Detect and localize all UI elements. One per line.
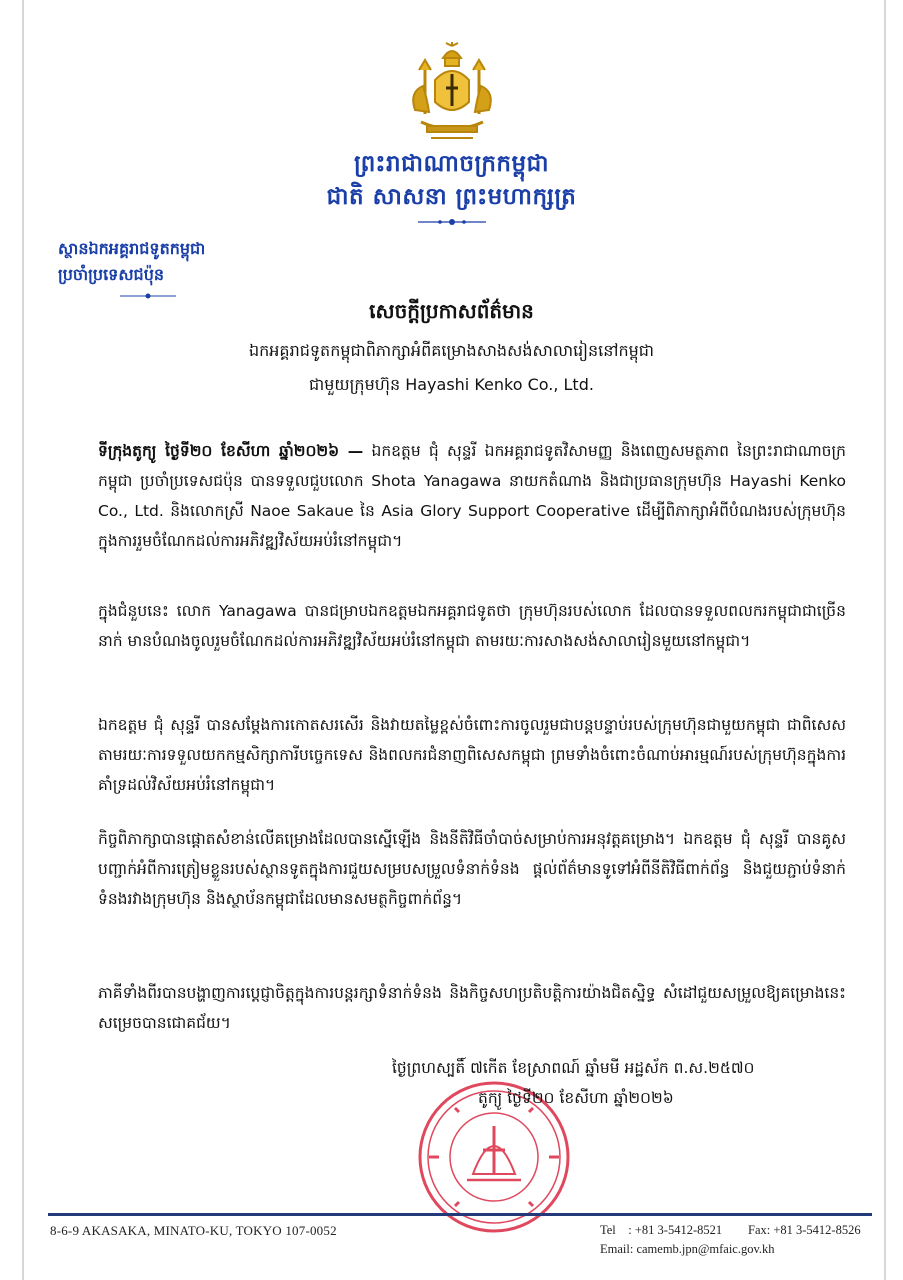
embassy-name-line2: ប្រចាំប្រទេសជប៉ុន: [58, 265, 165, 284]
royal-emblem-icon: [405, 40, 499, 148]
footer-address: 8-6-9 AKASAKA, MINATO-KU, TOKYO 107-0052: [50, 1223, 337, 1238]
date-lunar: ថ្ងៃព្រហស្បតិ៍ ៧កើត ខែស្រាពណ៍ ឆ្នាំមមី អដ្ឋស័ក ព.ស.២៥៧០: [392, 1059, 755, 1077]
document-subtitle-line1: ឯកអគ្គរាជទូតកម្ពុជាពិភាក្សាអំពីគម្រោងសាងសង់សាលារៀននៅកម្ពុជា: [248, 341, 655, 360]
national-motto: ជាតិ សាសនា ព្រះមហាក្សត្រ: [326, 184, 577, 210]
dateline: ទីក្រុងតូក្យូ ថ្ងៃទី២០ ខែសីហា ឆ្នាំ២០២៦ —: [98, 442, 364, 460]
footer-rule: [48, 1213, 872, 1216]
document-title: សេចក្តីប្រកាសព័ត៌មាន: [369, 299, 534, 323]
paragraph-1-body: ឯកឧត្តម ជុំ សុន្ទរី ឯកអគ្គរាជទូតវិសាមញ្ញ និងពេញសមត្ថភាព នៃព្រះរាជាណាចក្រកម្ពុជា ប្រចាំប្រទេសជប៉ុន បានទទួលជួបលោក Shota Yanagawa នាយកតំណាង និងជាប្រធានក្រុមហ៊ុន Hayashi Kenko Co., Ltd. និងលោកស្រី Naoe Sakaue នៃ Asia Glory Support Cooperative ដើម្បីពិភាក្សាអំពីបំណងរបស់ក្រុមហ៊ុនក្នុងការរួមចំណែកដល់ការអភិវឌ្ឍវិស័យអប់រំនៅកម្ពុជា។: [98, 442, 846, 550]
embassy-name-line1: ស្ថានឯកអគ្គរាជទូតកម្ពុជា: [58, 239, 206, 258]
footer-email[interactable]: Email: camemb.jpn@mfaic.gov.kh: [600, 1242, 775, 1256]
paragraph-1: [98, 436, 846, 556]
document-subtitle-line2: ជាមួយក្រុមហ៊ុន Hayashi Kenko Co., Ltd.: [309, 375, 594, 394]
paragraph-3: ឯកឧត្តម ជុំ សុន្ទរី បានសម្តែងការកោតសរសើរ និងវាយតម្លៃខ្ពស់ចំពោះការចូលរួមជាបន្តបន្ទាប់របស់ក្រុមហ៊ុនជាមួយកម្ពុជា ជាពិសេសតាមរយៈការទទួលយកកម្មសិក្សាការីបច្ចេកទេស និងពលករជំនាញពិសេសកម្ពុជា ព្រមទាំងចំពោះចំណាប់អារម្មណ៍របស់ក្រុមហ៊ុនក្នុងការគាំទ្រដល់វិស័យអប់រំនៅកម្ពុជា។: [98, 716, 846, 794]
date-solar: តូក្យូ ថ្ងៃទី២០ ខែសីហា ឆ្នាំ២០២៦: [478, 1089, 674, 1107]
kingdom-name: ព្រះរាជាណាចក្រកម្ពុជា: [353, 151, 550, 177]
ornament-divider-icon: [416, 216, 488, 228]
paragraph-4: កិច្ចពិភាក្សាបានផ្តោតសំខាន់លើគម្រោងដែលបានស្នើឡើង និងនីតិវិធីចាំបាច់សម្រាប់ការអនុវត្តគម្រោង។ ឯកឧត្តម ជុំ សុន្ទរី បានគូសបញ្ជាក់អំពីការត្រៀមខ្លួនរបស់ស្ថានទូតក្នុងការជួយសម្របសម្រួលទំនាក់ទំនង ផ្តល់ព័ត៌មានទូទៅអំពីនីតិវិធីពាក់ព័ន្ធ និងជួយភ្ជាប់ទំនាក់ទំនងរវាងក្រុមហ៊ុន និងស្ថាប័នកម្ពុជាដែលមានសមត្ថកិច្ចពាក់ព័ន្ធ។: [98, 830, 846, 908]
paragraph-2: ក្នុងជំនួបនេះ លោក Yanagawa បានជម្រាបឯកឧត្តមឯកអគ្គរាជទូតថា ក្រុមហ៊ុនរបស់លោក ដែលបានទទួលពលករកម្ពុជាជាច្រើននាក់ មានបំណងចូលរួមចំណែកដល់ការអភិវឌ្ឍវិស័យអប់រំនៅកម្ពុជា តាមរយៈការសាងសង់សាលារៀនមួយនៅកម្ពុជា។: [98, 602, 846, 650]
paragraph-5: ភាគីទាំងពីរបានបង្ហាញការប្តេជ្ញាចិត្តក្នុងការបន្តរក្សាទំនាក់ទំនង និងកិច្ចសហប្រតិបត្តិការយ៉ាងជិតស្និទ្ធ សំដៅជួយសម្រួលឱ្យគម្រោងនេះសម្រេចបានជោគជ័យ។: [98, 984, 846, 1032]
footer-fax: Fax: +81 3-5412-8526: [748, 1223, 861, 1237]
footer-tel: Tel : +81 3-5412-8521: [600, 1223, 723, 1237]
